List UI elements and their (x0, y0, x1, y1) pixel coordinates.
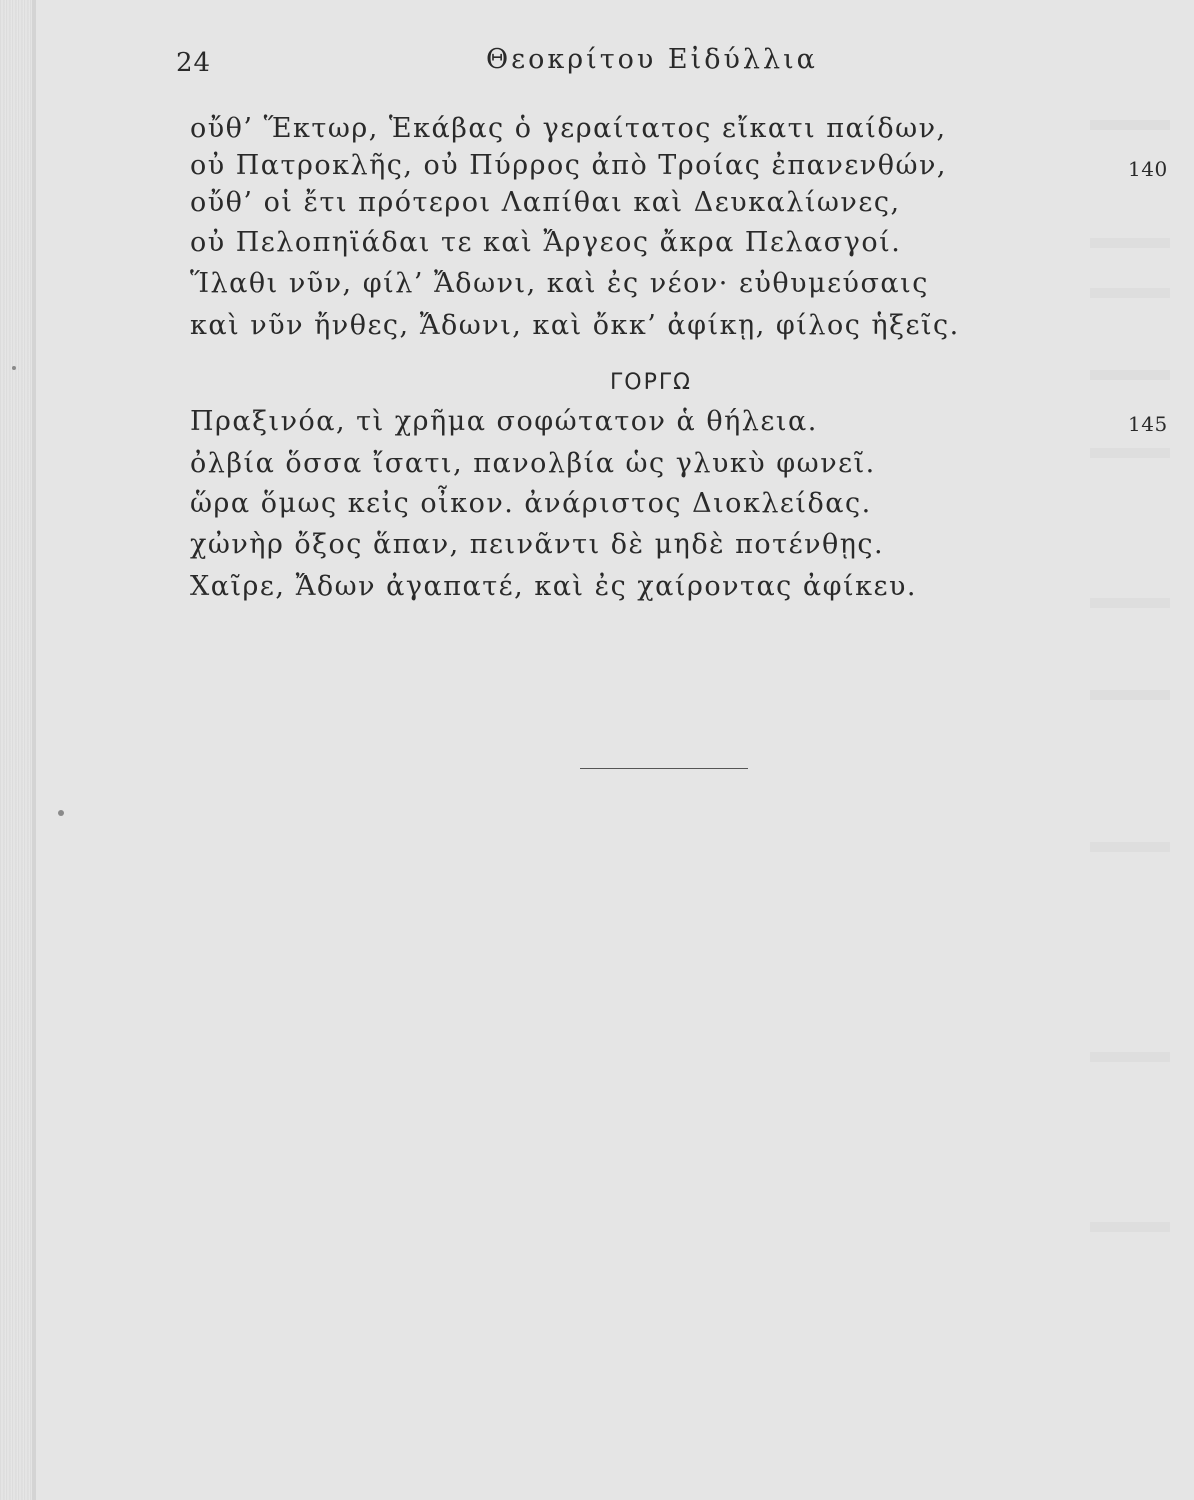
verse-line: οὐ Πατροκλῆς, οὐ Πύρρος ἀπὸ Τροίας ἐπανενθών, (190, 150, 947, 181)
verse-line: οὔθ’ Ἕκτωρ, Ἑκάβας ὁ γεραίτατος εἴκατι παίδων, (190, 113, 947, 144)
dust-speck (12, 366, 16, 370)
verse-line: οὐ Πελοπηϊάδαι τε καὶ Ἄργεος ἄκρα Πελασγοί. (190, 227, 902, 258)
show-through (1090, 448, 1170, 458)
show-through (1090, 598, 1170, 608)
show-through (1090, 370, 1170, 380)
dust-speck (58, 810, 64, 816)
show-through (1090, 690, 1170, 700)
line-number: 140 (1128, 157, 1168, 181)
verse-line: ὀλβία ὅσσα ἴσατι, πανολβία ὡς γλυκὺ φωνεῖ. (190, 448, 876, 479)
running-title: Θεοκρίτου Εἰδύλλια (486, 44, 818, 75)
show-through (1090, 842, 1170, 852)
show-through (1090, 1222, 1170, 1232)
verse-line: καὶ νῦν ἤνθες, Ἄδωνι, καὶ ὄκκ’ ἀφίκῃ, φίλος ἡξεῖς. (190, 310, 960, 341)
show-through (1090, 238, 1170, 248)
verse-line: Ἵλαθι νῦν, φίλ’ Ἄδωνι, καὶ ἐς νέον· εὐθυμεύσαις (190, 268, 929, 299)
show-through (1090, 120, 1170, 130)
page-edge-stack (0, 0, 36, 1500)
line-number: 145 (1128, 412, 1168, 436)
end-rule (580, 768, 748, 769)
verse-line: Πραξινόα, τὶ χρῆμα σοφώτατον ἁ θήλεια. (190, 406, 818, 437)
verse-line: χὠνὴρ ὄξος ἅπαν, πεινᾶντι δὲ μηδὲ ποτένθῃς. (190, 529, 885, 560)
verse-line: ὥρα ὅμως κεἰς οἶκον. ἀνάριστος Διοκλείδας. (190, 488, 872, 519)
show-through (1090, 288, 1170, 298)
verse-line: οὔθ’ οἱ ἔτι πρότεροι Λαπίθαι καὶ Δευκαλίωνες, (190, 187, 901, 218)
verse-line: Χαῖρε, Ἄδων ἀγαπατέ, καὶ ἐς χαίροντας ἀφίκευ. (190, 571, 917, 602)
speaker-heading: ΓΟΡΓΩ (610, 370, 692, 395)
page-number: 24 (176, 48, 212, 78)
show-through (1090, 1052, 1170, 1062)
